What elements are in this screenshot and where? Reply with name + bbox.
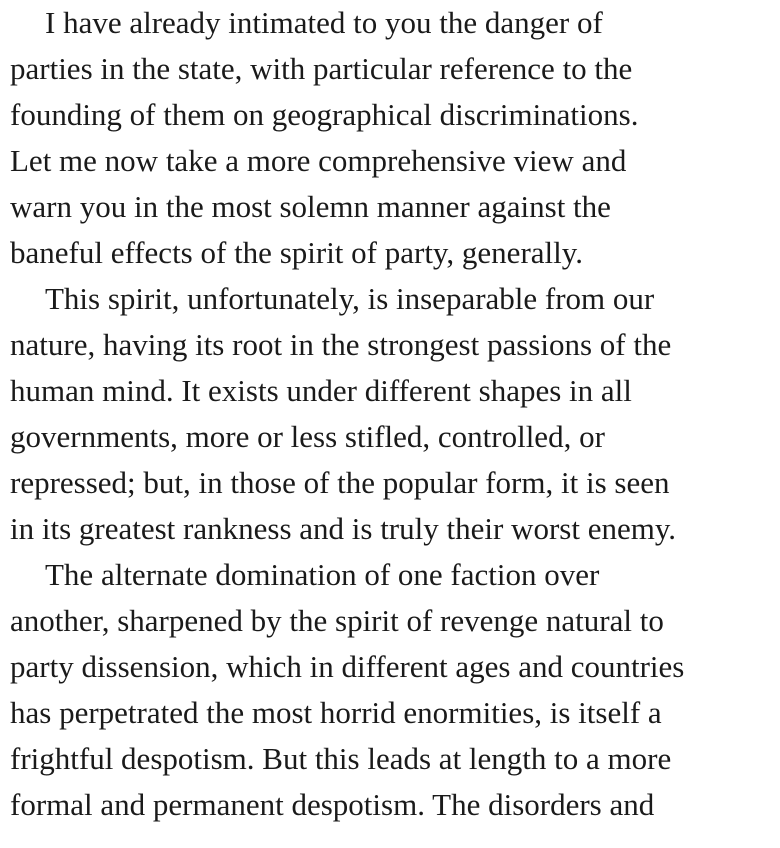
text-line: has perpetrated the most horrid enormities, is itself a	[10, 695, 662, 730]
text-line: warn you in the most solemn manner against the	[10, 189, 611, 224]
text-line: The alternate domination of one faction over	[45, 557, 600, 592]
paragraph-2	[10, 276, 780, 552]
text-line: party dissension, which in different ages and countries	[10, 649, 685, 684]
text-line: human mind. It exists under different shapes in all	[10, 373, 632, 408]
text-line: I have already intimated to you the danger of	[45, 5, 603, 40]
text-line: in its greatest rankness and is truly their worst enemy.	[10, 511, 677, 546]
text-line: founding of them on geographical discriminations.	[10, 97, 639, 132]
paragraph-1	[10, 0, 780, 276]
text-line: formal and permanent despotism. The disorders and	[10, 787, 655, 822]
text-line: another, sharpened by the spirit of revenge natural to	[10, 603, 664, 638]
text-line: parties in the state, with particular reference to the	[10, 51, 633, 86]
text-line: nature, having its root in the strongest passions of the	[10, 327, 672, 362]
text-line: Let me now take a more comprehensive view and	[10, 143, 627, 178]
text-line: baneful effects of the spirit of party, generally.	[10, 235, 583, 270]
text-line: frightful despotism. But this leads at length to a more	[10, 741, 672, 776]
text-line: This spirit, unfortunately, is inseparable from our	[45, 281, 655, 316]
text-line: repressed; but, in those of the popular form, it is seen	[10, 465, 670, 500]
paragraph-3	[10, 552, 780, 828]
document-body	[10, 0, 780, 828]
text-line: governments, more or less stifled, controlled, or	[10, 419, 605, 454]
